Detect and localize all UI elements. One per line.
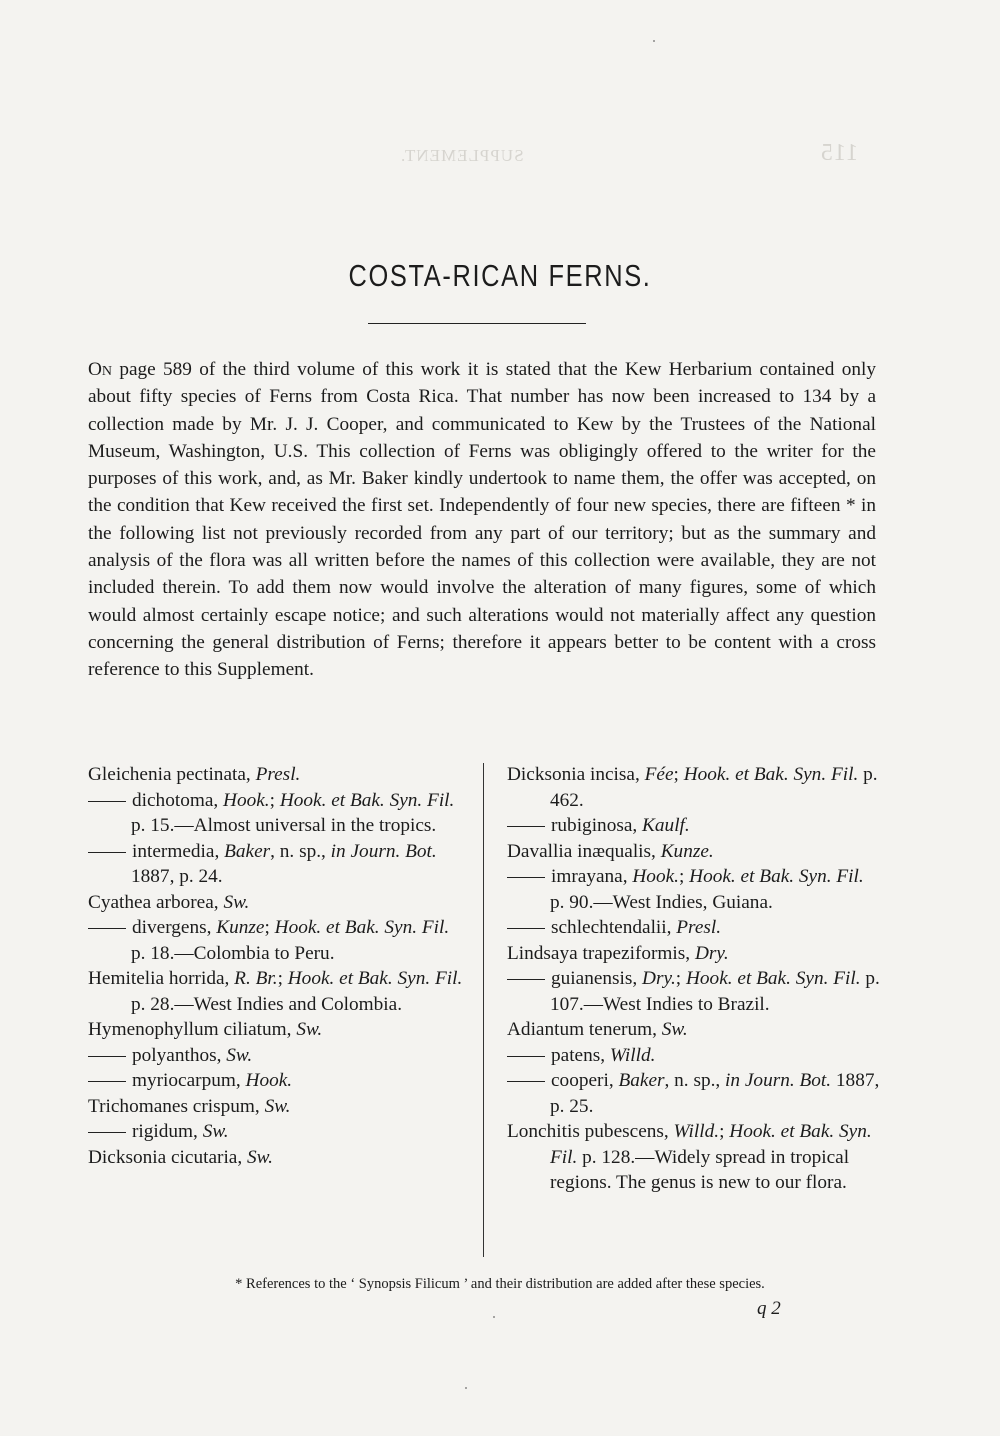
species-note: ; [678, 866, 690, 887]
species-entry [88, 1043, 466, 1069]
species-reference: Hook. et Bak. Syn. Fil. [550, 1121, 872, 1168]
intro-lead: On [88, 359, 113, 380]
species-entry [507, 864, 881, 915]
species-entry [507, 762, 881, 813]
species-distribution: p. 90.—West Indies, Guiana. [550, 891, 773, 913]
species-author: Hook. [245, 1070, 293, 1091]
species-name: divergens, [132, 917, 217, 938]
species-reference: Hook. et Bak. Syn. Fil. [287, 968, 463, 989]
species-distribution: 1887, p. 24. [131, 866, 223, 887]
species-entry [88, 762, 466, 788]
species-entry [88, 1017, 466, 1043]
species-distribution: p. 462. [550, 764, 878, 811]
species-entry [88, 1094, 466, 1120]
column-divider [483, 763, 484, 1257]
species-note: ; [719, 1121, 730, 1142]
species-entry [88, 1145, 466, 1171]
paper-speck [653, 40, 655, 42]
title-rule [368, 323, 586, 324]
species-note: ; [277, 968, 288, 989]
species-entry [88, 788, 466, 839]
species-author: Hook. [632, 866, 679, 887]
species-entry [88, 839, 466, 890]
species-author: R. Br. [234, 968, 278, 989]
species-name: Hymenophyllum ciliatum, [88, 1019, 297, 1040]
species-author: Sw. [661, 1019, 688, 1040]
species-author: Sw. [247, 1146, 273, 1168]
species-name: Hemitelia horrida, [88, 968, 235, 989]
species-author: Presl. [255, 764, 301, 785]
ditto-dash [88, 1056, 126, 1057]
species-author: Kaulf. [642, 815, 690, 836]
species-author: Kunze. [660, 840, 714, 862]
bleed-through-page-number: 115 [820, 140, 859, 166]
intro-paragraph [88, 356, 876, 684]
species-entry [88, 1119, 466, 1145]
species-name: dichotoma, [132, 789, 224, 811]
species-reference: in Journ. Bot. [330, 840, 437, 862]
species-reference: Hook. et Bak. Syn. Fil. [689, 866, 864, 887]
species-name: intermedia, [132, 840, 225, 862]
species-author: Sw. [296, 1019, 323, 1040]
species-author: Fée [644, 764, 674, 785]
species-author: Willd. [673, 1121, 720, 1142]
species-distribution: p. 107.—West Indies to Brazil. [550, 968, 880, 1015]
species-reference: Hook. et Bak. Syn. Fil. [274, 917, 450, 938]
species-author: Sw. [202, 1121, 229, 1142]
species-list-left [88, 762, 466, 1170]
species-note: ; [269, 789, 280, 811]
paper-speck [493, 1316, 495, 1318]
species-name: Cyathea arborea, [88, 891, 224, 913]
ditto-dash [507, 826, 545, 827]
species-entry [88, 915, 466, 966]
species-name: polyanthos, [132, 1044, 227, 1066]
species-entry [507, 813, 881, 839]
species-author: Sw. [223, 891, 250, 913]
ditto-dash [507, 979, 545, 980]
species-name: Dicksonia cicutaria, [88, 1146, 248, 1168]
ditto-dash [88, 801, 126, 802]
species-reference: Hook. et Bak. Syn. Fil. [279, 789, 455, 811]
species-note: ; [673, 764, 684, 785]
species-name: Gleichenia pectinata, [88, 764, 256, 785]
species-list-right [507, 762, 881, 1196]
species-note: ; [264, 917, 275, 938]
species-author: Sw. [226, 1044, 253, 1066]
species-author: Presl. [676, 917, 722, 938]
ditto-dash [507, 1081, 545, 1082]
species-name: rigidum, [132, 1121, 203, 1142]
species-name: Adiantum tenerum, [507, 1019, 662, 1040]
species-entry [507, 941, 881, 967]
species-name: patens, [551, 1044, 610, 1066]
signature-mark: q 2 [757, 1298, 781, 1319]
paper-speck [465, 1387, 467, 1389]
ditto-dash [507, 928, 545, 929]
species-name: Dicksonia incisa, [507, 764, 645, 785]
species-name: myriocarpum, [132, 1070, 246, 1091]
species-entry [507, 1043, 881, 1069]
species-distribution: 1887, p. 25. [550, 1070, 880, 1117]
species-author: Baker [224, 840, 271, 862]
ditto-dash [88, 852, 126, 853]
species-note: ; [675, 968, 686, 989]
species-note: , n. sp., [270, 840, 331, 862]
page-title: COSTA-RICAN FERNS. [348, 258, 652, 293]
species-reference: in Journ. Bot. [725, 1070, 832, 1091]
species-name: imrayana, [551, 866, 633, 887]
species-name: Davallia inæqualis, [507, 840, 661, 862]
species-entry [507, 966, 881, 1017]
ditto-dash [88, 928, 126, 929]
species-name: Lonchitis pubescens, [507, 1121, 674, 1142]
species-entry [88, 1068, 466, 1094]
intro-text: page 589 of the third volume of this work it is stated that the Kew Herbarium contained only about fifty species of Ferns from Costa Rica. That number has now been increased to 134 by a collection made by Mr. J. J. Cooper, and communicated to Kew by the Trustees of the National Museum, Washington, U.S. This collection of Ferns was obligingly offered to the writer for the purposes of this work, and, as Mr. Baker kindly undertook to name them, the offer was accepted, on the condition that Kew received the first set. Independently of four new species, there are fifteen * in the following list not previously recorded from any part of our territory; but as the summary and analysis of the flora was all written before the names of this collection were available, they are not included therein. To add them now would involve the alteration of many figures, some of which would almost certainly escape notice; and such alterations would not materially affect any question concerning the general distribution of Ferns; therefore it appears better to be content with a cross reference to this Supplement. [88, 359, 876, 681]
species-author: Kunze [216, 917, 265, 938]
species-entry [507, 1119, 881, 1196]
species-author: Dry. [694, 942, 729, 964]
species-entry [507, 1017, 881, 1043]
species-entry [507, 915, 881, 941]
species-entry [88, 890, 466, 916]
species-distribution: p. 18.—Colombia to Peru. [131, 942, 335, 964]
species-author: Sw. [264, 1095, 291, 1117]
species-author: Baker [618, 1070, 665, 1091]
species-entry [507, 839, 881, 865]
species-entry [88, 966, 466, 1017]
species-name: schlechtendalii, [551, 917, 677, 938]
species-reference: Hook. et Bak. Syn. Fil. [685, 968, 861, 989]
species-reference: Hook. et Bak. Syn. Fil. [683, 764, 859, 785]
species-name: Trichomanes crispum, [88, 1095, 265, 1117]
ditto-dash [507, 877, 545, 878]
species-name: guianensis, [551, 968, 643, 989]
species-author: Willd. [609, 1044, 656, 1066]
ditto-dash [88, 1132, 126, 1133]
species-author: Hook. [223, 789, 270, 811]
species-distribution: p. 28.—West Indies and Colombia. [131, 993, 403, 1015]
ditto-dash [507, 1056, 545, 1057]
species-name: Lindsaya trapeziformis, [507, 942, 695, 964]
ditto-dash [88, 1081, 126, 1082]
footnote: * References to the ‘ Synopsis Filicum ’ and their distribution are added after these species. [235, 1276, 765, 1292]
species-distribution: p. 128.—Widely spread in tropical regions. The genus is new to our flora. [550, 1146, 850, 1193]
species-name: rubiginosa, [551, 815, 643, 836]
species-author: Dry. [642, 968, 676, 989]
species-entry [507, 1068, 881, 1119]
bleed-through-running-head: SUPPLEMENT. [400, 146, 524, 165]
species-name: cooperi, [551, 1070, 619, 1091]
species-distribution: p. 15.—Almost universal in the tropics. [131, 815, 437, 836]
species-note: , n. sp., [664, 1070, 726, 1091]
